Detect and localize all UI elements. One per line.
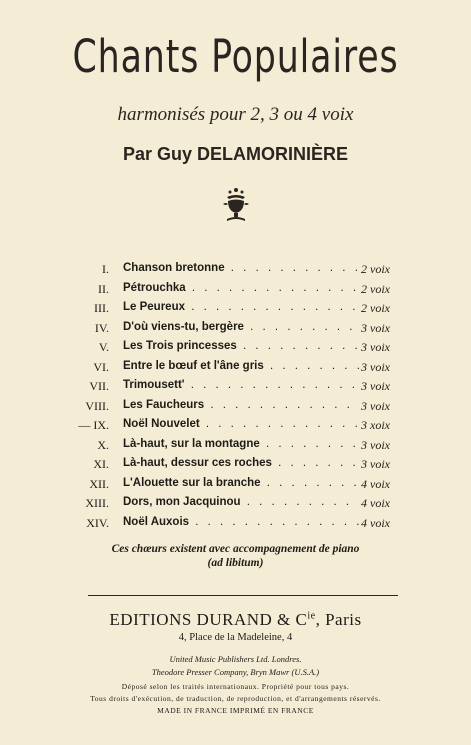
song-number: VII. — [89, 379, 109, 393]
song-title: Trimousett' . . . — [123, 379, 359, 391]
song-row — [0, 319, 471, 339]
cover-author: Par Guy DELAMORINIÈRE — [122, 144, 349, 164]
accompaniment-note-line: Ces chœurs existent avec accompagnement de piano — [111, 543, 360, 555]
song-voices: 2 voix — [361, 301, 390, 315]
song-voices: 4 voix — [361, 515, 390, 530]
song-row — [0, 260, 471, 280]
song-row — [0, 494, 471, 514]
song-number: — IX. — [78, 418, 109, 432]
divider — [88, 595, 398, 596]
song-voices: 3 voix — [361, 437, 390, 452]
song-voices: 3 voix — [361, 379, 390, 393]
song-number: XII. — [89, 476, 109, 491]
cover-title: Chants Populaires — [72, 30, 399, 83]
song-row — [0, 280, 471, 300]
song-title: Entre le bœuf et l'âne gris . . . — [123, 360, 359, 372]
song-number: IV. — [94, 320, 109, 335]
song-number: XIV. — [86, 515, 109, 530]
song-title: Noël Nouvelet . . . — [123, 418, 359, 430]
song-voices: 2 voix — [361, 262, 390, 276]
song-voices: 2 voix — [361, 281, 390, 296]
song-number: XIII. — [85, 496, 109, 510]
song-title: Les Faucheurs . . . — [123, 399, 359, 411]
song-title: Là-haut, dessur ces roches . . . — [123, 457, 359, 469]
publisher-address: 4, Place de la Madeleine, 4 — [178, 632, 293, 643]
song-title: Pétrouchka . . . — [123, 282, 359, 294]
agent-line: Theodore Presser Company, Bryn Mawr (U.S.A.) — [151, 667, 320, 677]
song-title: L'Alouette sur la branche . . . — [123, 477, 359, 489]
song-title: Le Peureux . . . — [123, 301, 359, 313]
accompaniment-note — [0, 542, 471, 570]
song-number: VIII. — [85, 398, 109, 413]
rights-line: Déposé selon les traités internationaux. Propriété pour tous pays. — [121, 682, 350, 691]
song-number: III. — [94, 301, 109, 315]
song-row — [0, 377, 471, 397]
song-number: VI. — [93, 359, 109, 374]
accompaniment-note-line: (ad libitum) — [207, 557, 264, 569]
song-title: D'où viens-tu, bergère . . . — [123, 321, 359, 333]
song-row — [0, 436, 471, 456]
song-number: X. — [97, 437, 109, 452]
publisher-name: EDITIONS DURAND & $C^{ie}$, Paris — [109, 610, 362, 629]
fleuron-ornament-icon — [219, 186, 253, 226]
song-title: Dors, mon Jacquinou . . . — [123, 496, 359, 508]
song-title: Là-haut, sur la montagne . . . — [123, 438, 359, 450]
song-voices: 4 voix — [361, 476, 390, 491]
agent-line: United Music Publishers Ltd. Londres. — [169, 654, 302, 664]
song-title: Noël Auxois . . . — [123, 516, 359, 528]
song-row — [0, 455, 471, 475]
song-voices: 3 xoix — [361, 418, 390, 432]
cover-subtitle: harmonisés pour 2, 3 ou 4 voix — [117, 104, 354, 125]
song-row — [0, 358, 471, 378]
song-row — [0, 299, 471, 319]
song-voices: 3 voix — [361, 457, 390, 471]
song-list — [0, 260, 471, 533]
rights-line: Tous droits d'exécution, de traduction, de reproduction, et d'arrangements réservés. — [90, 694, 381, 703]
song-row — [0, 514, 471, 534]
song-number: XI. — [93, 457, 109, 471]
song-voices: 3 voix — [361, 320, 390, 335]
song-title: Chanson bretonne . . . — [123, 262, 359, 274]
song-row — [0, 475, 471, 495]
song-voices: 4 voix — [361, 496, 390, 510]
song-row — [0, 397, 471, 417]
song-number: V. — [98, 340, 109, 354]
song-voices: 3 voix — [361, 340, 390, 354]
song-row — [0, 338, 471, 358]
song-number: I. — [102, 262, 109, 276]
made-in-line: MADE IN FRANCE IMPRIMÉ EN FRANCE — [157, 706, 314, 715]
song-voices: 3 voix — [361, 359, 390, 374]
song-title: Les Trois princesses . . . — [123, 340, 359, 352]
song-voices: 3 voix — [361, 398, 390, 413]
song-number: II. — [98, 281, 109, 296]
song-row — [0, 416, 471, 436]
